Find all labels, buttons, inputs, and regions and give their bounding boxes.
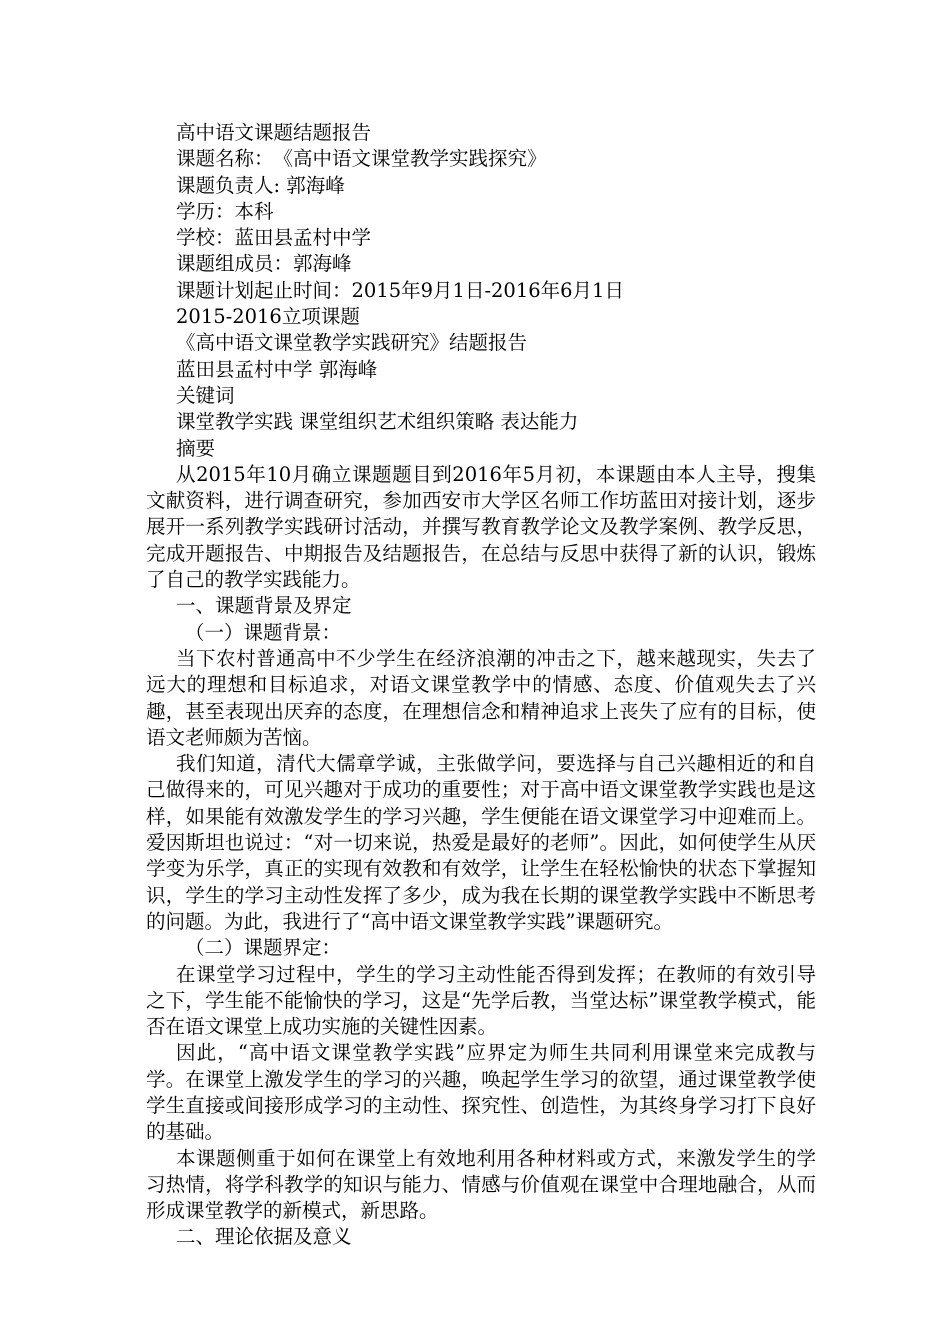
project-year: 2015-2016立项课题: [176, 305, 360, 329]
section1-sub2-heading: （二）课题界定：: [185, 936, 342, 960]
section1-sub1-paragraph: 当下农村普通高中不少学生在经济浪潮的冲击之下，越来越现实，失去了远大的理想和目标追求，对语文课堂教学中的情感、态度、价值观失去了兴趣，甚至表现出厌弃的态度，在理想信念和精神追求上丧失了应有的目标，使语文老师颇为苦恼。: [146, 646, 816, 749]
section1-sub1-paragraph: 我们知道，清代大儒章学诚，主张做学问，要选择与自己兴趣相近的和自己做得来的，可见兴趣对于成功的重要性；对于高中语文课堂教学实践也是这样，如果能有效激发学生的学习兴趣，学生便能在语文课堂学习中迎难而上。爱因斯坦也说过：“对一切来说，热爱是最好的老师”。因此，如何使学生从厌学变为乐学，真正的实现有效教和有效学，让学生在轻松愉快的状态下掌握知识，学生的学习主动性发挥了多少，成为我在长期的课堂教学实践中不断思考的问题。为此，我进行了“高中语文课堂教学实践”课题研究。: [146, 752, 816, 933]
report-title: 高中语文课题结题报告: [176, 121, 372, 144]
section1-sub2-paragraph: 本课题侧重于如何在课堂上有效地利用各种材料或方式，来激发学生的学习热情，将学科教学的知识与能力、情感与价值观在课堂中合理地融合，从而形成课堂教学的新模式，新思路。: [146, 1146, 816, 1223]
author-line: 蓝田县孟村中学 郭海峰: [176, 357, 378, 381]
report-subtitle: 《高中语文课堂教学实践研究》结题报告: [176, 331, 528, 355]
section1-heading: 一、课题背景及界定: [176, 594, 352, 618]
keywords: 课堂教学实践 课堂组织艺术组织策略 表达能力: [176, 410, 579, 434]
abstract-heading: 摘要: [176, 436, 216, 460]
section1-sub2-paragraph: 在课堂学习过程中，学生的学习主动性能否得到发挥；在教师的有效引导之下，学生能不能愉快的学习，这是“先学后教，当堂达标”课堂教学模式，能否在语文课堂上成功实施的关键性因素。: [146, 962, 816, 1039]
keywords-heading: 关键词: [176, 383, 235, 407]
section2-heading: 二、理论依据及意义: [176, 1225, 352, 1249]
section1-sub2-paragraph: 因此，“高中语文课堂教学实践”应界定为师生共同利用课堂来完成教与学。在课堂上激发学生的学习的兴趣，唤起学生学习的欲望，通过课堂教学使学生直接或间接形成学习的主动性、探究性、创造性，为其终身学习打下良好的基础。: [146, 1041, 816, 1144]
abstract-paragraph: 从2015年10月确立课题题目到2016年5月初，本课题由本人主导，搜集文献资料，进行调查研究，参加西安市大学区名师工作坊蓝田对接计划，逐步展开一系列教学实践研讨活动，并撰写教育教学论文及教学案例、教学反思，完成开题报告、中期报告及结题报告，在总结与反思中获得了新的认识，锻炼了自己的教学实践能力。: [146, 462, 816, 592]
section1-sub1-heading: （一）课题背景：: [185, 620, 342, 644]
topic-name: 课题名称： 《高中语文课堂教学实践探究》: [176, 147, 547, 171]
topic-leader: 课题负责人: 郭海峰: [176, 173, 345, 197]
school: 学校：蓝田县孟村中学: [176, 226, 372, 250]
education: 学历：本科: [176, 199, 274, 223]
team-members: 课题组成员：郭海峰: [176, 252, 352, 276]
report-body: [146, 120, 816, 1251]
plan-period: 课题计划起止时间：2015年9月1日-2016年6月1日: [176, 278, 624, 302]
